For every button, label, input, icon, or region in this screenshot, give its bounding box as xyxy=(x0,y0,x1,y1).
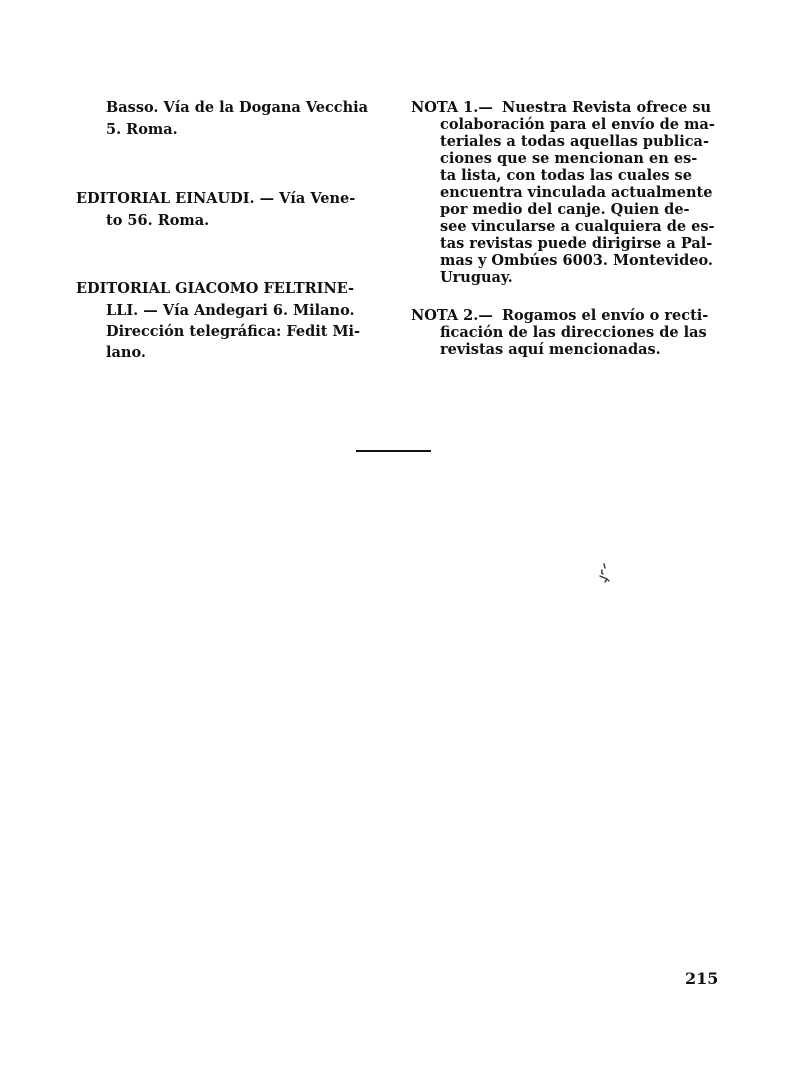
section-divider xyxy=(356,450,431,452)
nota-1-line-10: mas y Ombúes 6003. Montevideo. xyxy=(440,252,713,269)
entry-einaudi-line-1: EDITORIAL EINAUDI. — Vía Vene- xyxy=(76,190,356,207)
nota-1-line-8: see vincularse a cualquiera de es- xyxy=(440,218,715,235)
nota-1-line-11: Uruguay. xyxy=(440,269,513,286)
nota-1-line-7: por medio del canje. Quien de- xyxy=(440,201,690,218)
entry-feltrinelli-line-1: EDITORIAL GIACOMO FELTRINE- xyxy=(76,280,355,297)
nota-1-line-2: colaboración para el envío de ma- xyxy=(440,116,715,133)
page-number: 215 xyxy=(685,969,719,988)
nota-1-line-6: encuentra vinculada actualmente xyxy=(440,184,713,201)
nota-1-line-9: tas revistas puede dirigirse a Pal- xyxy=(440,235,713,252)
entry-feltrinelli-line-4: lano. xyxy=(106,344,146,361)
nota-2-line-3: revistas aquí mencionadas. xyxy=(440,341,661,358)
nota-1-line-4: ciones que se mencionan en es- xyxy=(440,150,698,167)
entry-basso-line-2: 5. Roma. xyxy=(106,121,178,138)
scan-speck-mark xyxy=(592,560,616,590)
entry-einaudi-line-2: to 56. Roma. xyxy=(106,212,210,229)
nota-1-line-3: teriales a todas aquellas publica- xyxy=(440,133,709,150)
nota-1-label: NOTA 1.— xyxy=(411,99,493,116)
nota-2-line-1: Rogamos el envío o recti- xyxy=(502,307,709,324)
nota-2-label: NOTA 2.— xyxy=(411,307,493,324)
nota-1-line-1: Nuestra Revista ofrece su xyxy=(502,99,712,116)
nota-2-line-2: ficación de las direcciones de las xyxy=(440,324,707,341)
entry-basso-line-1: Basso. Vía de la Dogana Vecchia xyxy=(106,99,369,116)
nota-1-line-5: ta lista, con todas las cuales se xyxy=(440,167,692,184)
entry-feltrinelli-line-2: LLI. — Vía Andegari 6. Milano. xyxy=(106,302,355,319)
entry-feltrinelli-line-3: Dirección telegráfica: Fedit Mi- xyxy=(106,323,361,340)
